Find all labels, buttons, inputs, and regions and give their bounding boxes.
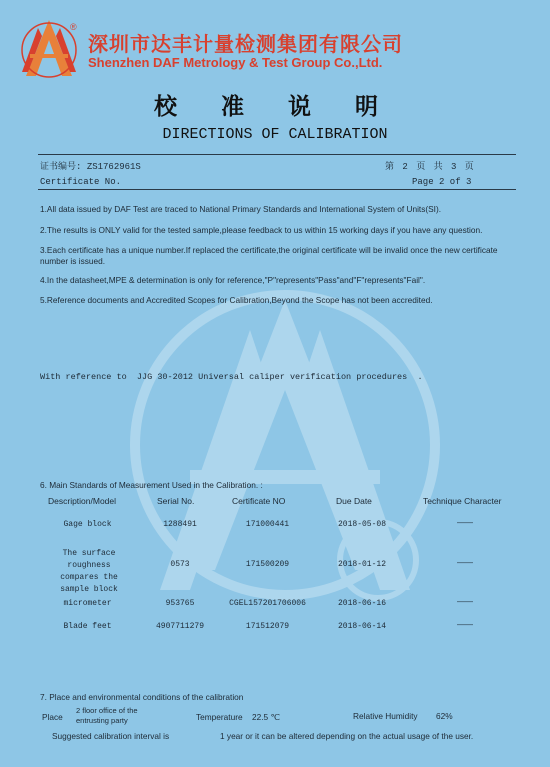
interval-value: 1 year or it can be altered depending on the actual usage of the user. [220,731,474,741]
row2-certificate: 171500209 [245,560,290,569]
interval-label: Suggested calibration interval is [52,731,170,741]
col-certificate: Certificate NO [232,496,286,506]
conditions-heading: 7. Place and environmental conditions of the calibration [40,692,244,702]
row4-certificate: 171512079 [245,622,290,631]
row1-technique: —— [457,518,473,527]
row4-due: 2018-06-14 [337,622,386,631]
standards-heading: 6. Main Standards of Measurement Used in the Calibration. : [40,480,263,490]
note-4: 4.In the datasheet,MPE & determination is only for reference,"P"represents"Pass"and"F"represents"Fail". [40,275,426,285]
certificate-no-label-cn [40,159,141,172]
divider-top [38,154,516,155]
row1-description: Gage block [63,520,112,529]
divider-certificate [38,189,516,190]
row3-certificate: CGEL157201706006 [229,599,306,608]
row2-technique: —— [457,558,473,567]
note-2: 2.The results is ONLY valid for the tested sample,please feedback to us within 15 working days if you have any question. [40,225,483,235]
col-technique: Technique Character [423,496,502,506]
row3-description: micrometer [63,599,112,608]
reference-procedure: With reference to JJG 30-2012 Universal caliper verification procedures . [40,372,423,382]
place-label: Place [42,712,63,722]
col-serial: Serial No. [157,496,195,506]
place-value: 2 floor office of the entrusting party [76,706,138,725]
humidity-label: Relative Humidity [353,711,418,721]
row4-description: Blade feet [63,622,112,631]
note-1: 1.All data issued by DAF Test are traced to National Primary Standards and International System of Units(SI). [40,204,442,214]
certificate-no-value: ZS1762961S [86,162,141,172]
note-3: 3.Each certificate has a unique number.If replaced the certificate,the original certificate will be invalid once the new certificate number is issued. [40,245,498,266]
col-description: Description/Model [48,496,117,506]
page-number-en: Page 2 of 3 [412,177,472,187]
row1-certificate: 171000441 [245,520,290,529]
registered-mark: ® [70,22,77,32]
row4-technique: —— [457,620,473,629]
row1-due: 2018-05-08 [337,520,386,529]
row1-serial: 1288491 [163,520,197,529]
title-cn: 校 准 说 明 [153,94,397,120]
company-name-cn: 深圳市达丰计量检测集团有限公司 [88,32,403,56]
row2-description: The surface roughness compares the sample block [60,549,118,594]
temperature-label: Temperature [196,712,243,722]
row2-serial: 0573 [170,560,190,569]
row2-due: 2018-01-12 [337,560,386,569]
row4-serial: 4907711279 [155,622,204,631]
humidity-value: 62% [436,711,453,721]
title-en: DIRECTIONS OF CALIBRATION [162,126,388,143]
col-due-date: Due Date [336,496,372,506]
row3-technique: —— [457,597,473,606]
row3-serial: 953765 [165,599,195,608]
temperature-value: 22.5 ℃ [252,712,280,722]
certificate-no-label: 证书编号: [40,162,82,172]
row3-due: 2018-06-16 [337,599,386,608]
certificate-no-label-en: Certificate No. [40,177,122,187]
note-5: 5.Reference documents and Accredited Scopes for Calibration,Beyond the Scope has not been accredited. [40,295,433,305]
page-number-cn: 第 2 页 共 3 页 [385,162,474,172]
company-name-en: Shenzhen DAF Metrology & Test Group Co.,Ltd. [88,55,383,70]
